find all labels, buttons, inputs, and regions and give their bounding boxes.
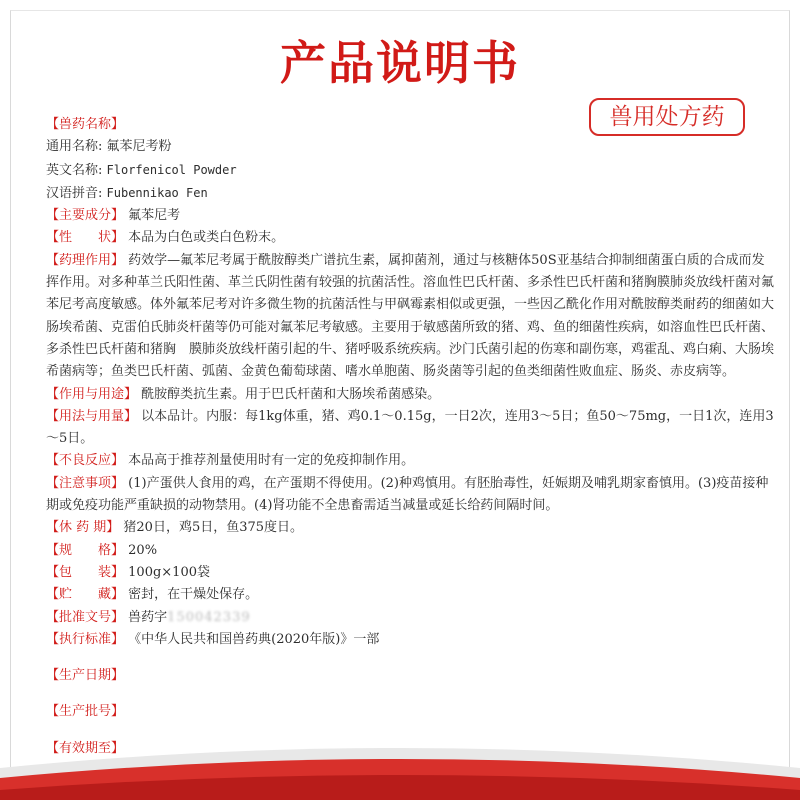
document-body <box>46 114 776 760</box>
drug-name-section <box>46 114 776 136</box>
approval-prefix: 兽药字 <box>128 609 168 625</box>
withdrawal-value: 猪20日，鸡5日，鱼375度日。 <box>123 520 304 536</box>
dosage-row <box>46 406 776 451</box>
pharmacology-value: 药效学—氟苯尼考属于酰胺醇类广谱抗生素，属抑菌剂，通过与核糖体50S亚基结合抑制细菌蛋白质的合成而发挥作用。对多种革兰氏阳性菌、革兰氏阴性菌有较强的抗菌活性。溶血性巴氏杆菌、多杀性巴氏杆菌和猪胸膜肺炎放线杆菌对氟苯尼考高度敏感。体外氟苯尼考对许多微生物的抗菌活性与甲砜霉素相似或更强，一些因乙酰化作用对酰胺醇类耐药的细菌如大肠埃希菌、克雷伯氏肺炎杆菌等仍可能对氟苯尼考敏感。主要用于敏感菌所致的猪、鸡、鱼的细菌性疾病，如溶血性巴氏杆菌、多杀性巴氏杆菌和猪胸 膜肺炎放线杆菌引起的牛、猪呼吸系统疾病。沙门氏菌引起的伤寒和副伤寒，鸡霍乱、鸡白痢、大肠埃希菌病等；鱼类巴氏杆菌、弧菌、金黄色葡萄球菌、嗜水单胞菌、肠炎菌等引起的鱼类细菌性败血症、肠炎、赤皮病等。 <box>46 252 775 380</box>
withdrawal-label: 【休 药 期】 <box>46 520 120 536</box>
indication-value: 酰胺醇类抗生素。用于巴氏杆菌和大肠埃希菌感染。 <box>141 386 441 402</box>
package-value: 100g×100袋 <box>128 564 210 580</box>
prescription-badge: 兽用处方药 <box>589 98 745 136</box>
indication-label: 【作用与用途】 <box>46 386 138 402</box>
appearance-value: 本品为白色或类白色粉末。 <box>128 230 285 246</box>
adverse-row <box>46 450 776 472</box>
expiry-date-label: 【有效期至】 <box>46 740 125 756</box>
indication-row <box>46 384 776 406</box>
pharmacology-row <box>46 250 776 384</box>
pinyin-label: 汉语拼音: <box>46 185 103 201</box>
dosage-value: 以本品计。内服：每1kg体重，猪、鸡0.1～0.15g，一日2次，连用3～5日；鱼50～75mg，一日1次，连用3～5日。 <box>46 408 774 447</box>
spec-value: 20% <box>128 542 158 558</box>
approval-number: 150042339 <box>167 609 251 625</box>
package-row <box>46 562 776 584</box>
generic-name-row <box>46 136 776 158</box>
english-name-value: Florfenicol Powder <box>106 162 237 177</box>
adverse-label: 【不良反应】 <box>46 453 125 469</box>
main-ingredient-value: 氟苯尼考 <box>128 208 181 224</box>
generic-name-label: 通用名称: <box>46 139 103 155</box>
pinyin-row <box>46 182 776 205</box>
appearance-row <box>46 227 776 249</box>
package-label: 【包 装】 <box>46 564 125 580</box>
appearance-label: 【性 状】 <box>46 230 125 246</box>
production-date-label: 【生产日期】 <box>46 668 125 684</box>
standard-value: 《中华人民共和国兽药典(2020年版)》一部 <box>128 631 380 647</box>
storage-row <box>46 584 776 606</box>
spec-row <box>46 540 776 562</box>
generic-name-value: 氟苯尼考粉 <box>106 139 172 155</box>
pinyin-value: Fubennikao Fen <box>106 185 208 200</box>
batch-number-label: 【生产批号】 <box>46 704 125 720</box>
document-title: 产品说明书 <box>280 36 520 90</box>
precautions-row <box>46 473 776 518</box>
english-name-row <box>46 159 776 182</box>
approval-row <box>46 607 776 629</box>
spec-label: 【规 格】 <box>46 542 125 558</box>
precautions-label: 【注意事项】 <box>46 475 125 491</box>
adverse-value: 本品高于推荐剂量使用时有一定的免疫抑制作用。 <box>128 453 415 469</box>
drug-name-header: 【兽药名称】 <box>46 117 125 132</box>
standard-row <box>46 629 776 651</box>
dosage-label: 【用法与用量】 <box>46 408 138 424</box>
english-name-label: 英文名称: <box>46 162 103 178</box>
withdrawal-row <box>46 517 776 539</box>
precautions-value: (1)产蛋供人食用的鸡，在产蛋期不得使用。(2)种鸡慎用。有胚胎毒性，妊娠期及哺乳期家畜慎用。(3)疫苗接种期或免疫功能严重缺损的动物禁用。(4)肾功能不全患畜需适当减量或延长给药间隔时间。 <box>46 475 769 514</box>
storage-value: 密封，在干燥处保存。 <box>128 587 259 603</box>
decorative-bottom-band <box>0 720 800 800</box>
standard-label: 【执行标准】 <box>46 631 125 647</box>
storage-label: 【贮 藏】 <box>46 587 125 603</box>
production-date-row <box>46 665 776 687</box>
approval-label: 【批准文号】 <box>46 609 125 625</box>
main-ingredient-label: 【主要成分】 <box>46 208 125 224</box>
main-ingredient-row <box>46 205 776 227</box>
pharmacology-label: 【药理作用】 <box>46 252 125 268</box>
